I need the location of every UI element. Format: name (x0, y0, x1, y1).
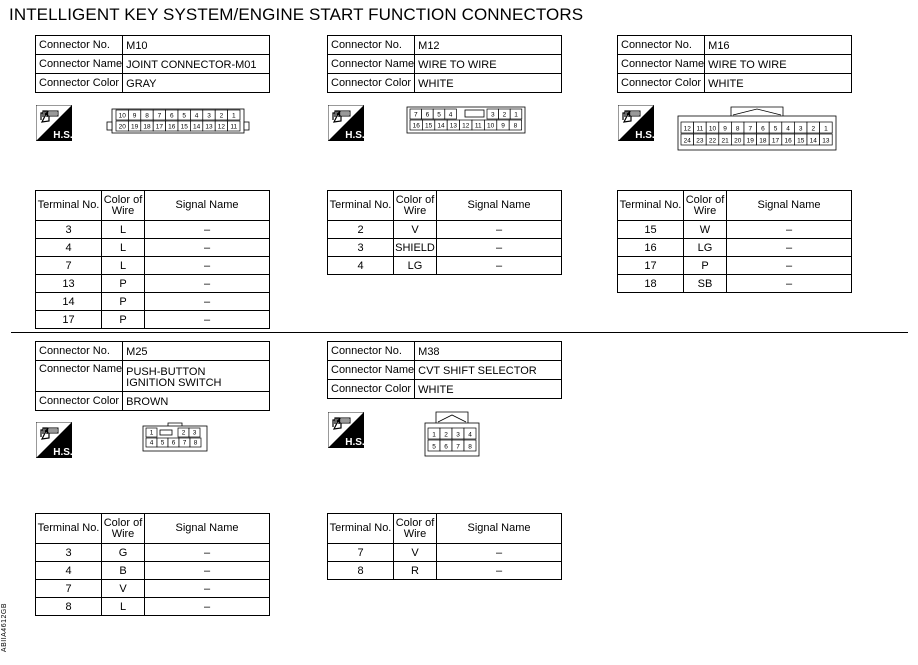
pin-number: 24 (683, 137, 691, 145)
pin-number: 19 (130, 123, 139, 131)
terminal-row (328, 239, 562, 257)
pin-number: 15 (424, 122, 433, 130)
signal-name-cell: – (145, 275, 270, 293)
pin-number: 4 (448, 111, 453, 119)
terminal-no-cell: 3 (36, 544, 102, 562)
signal-name-cell: – (437, 562, 562, 580)
pin-number: 13 (205, 123, 213, 131)
connector-name-value: CVT SHIFT SELECTOR (415, 361, 562, 380)
connector-name-value: WIRE TO WIRE (415, 55, 562, 74)
wire-color-cell: G (102, 544, 145, 562)
signal-name-cell: – (145, 562, 270, 580)
header-signal-name: Signal Name (145, 191, 270, 221)
wire-color-cell: SB (684, 275, 727, 293)
terminal-row (328, 544, 562, 562)
terminal-row (36, 239, 270, 257)
connector-name-value: PUSH-BUTTON IGNITION SWITCH (123, 361, 270, 392)
pin-number: 20 (734, 137, 742, 145)
header-terminal-no: Terminal No. (328, 191, 394, 221)
connector-color-value: GRAY (123, 74, 270, 93)
connector-name-value: JOINT CONNECTOR-M01 (123, 55, 270, 74)
pin-number: 1 (149, 429, 154, 437)
pin-number: 2 (219, 112, 224, 120)
pin-number: 8 (145, 112, 149, 120)
pin-number: 1 (432, 431, 436, 439)
hand-symbol-icon (36, 105, 72, 141)
terminal-no-cell: 15 (618, 221, 684, 239)
terminal-no-cell: 13 (36, 275, 102, 293)
pin-number: 12 (462, 122, 470, 130)
hand-symbol-icon (328, 105, 364, 141)
terminal-table-m10 (35, 190, 270, 329)
wire-color-cell: SHIELD (394, 239, 437, 257)
section-divider (11, 332, 908, 333)
hand-symbol-icon (328, 412, 364, 448)
label-connector-color: Connector Color (328, 380, 415, 399)
wire-color-cell: V (394, 544, 437, 562)
pin-number: 17 (155, 123, 164, 131)
pin-number: 5 (160, 439, 165, 447)
pin-number: 4 (194, 112, 199, 120)
header-signal-name: Signal Name (437, 191, 562, 221)
wire-color-cell: P (102, 293, 145, 311)
pin-number: 5 (182, 112, 187, 120)
terminal-no-cell: 7 (36, 580, 102, 598)
terminal-no-cell: 4 (36, 562, 102, 580)
terminal-row (618, 275, 852, 293)
pin-number: 23 (696, 137, 704, 145)
connector-name-value: WIRE TO WIRE (705, 55, 852, 74)
terminal-no-cell: 4 (328, 257, 394, 275)
pin-number: 9 (132, 112, 137, 120)
terminal-row (36, 562, 270, 580)
label-connector-name: Connector Name (618, 55, 705, 74)
pin-number: 2 (502, 111, 507, 119)
terminal-row (36, 293, 270, 311)
label-connector-color: Connector Color (328, 74, 415, 93)
pin-number: 11 (230, 123, 238, 131)
pin-number: 1 (824, 125, 828, 133)
signal-name-cell: – (437, 221, 562, 239)
signal-name-cell: – (145, 221, 270, 239)
connector-face-m25 (142, 422, 208, 452)
pin-number: 6 (761, 125, 765, 133)
terminal-row (36, 580, 270, 598)
connector-no-value: M10 (123, 36, 270, 55)
wire-color-cell: R (394, 562, 437, 580)
pin-number: 8 (468, 443, 472, 451)
pin-number: 11 (696, 125, 704, 133)
pin-number: 16 (168, 123, 176, 131)
header-signal-name: Signal Name (437, 514, 562, 544)
hand-symbol-icon (618, 105, 654, 141)
connector-no-value: M16 (705, 36, 852, 55)
connector-face-m38 (424, 409, 480, 457)
terminal-no-cell: 17 (36, 311, 102, 329)
pin-number: 13 (449, 122, 458, 130)
terminal-no-cell: 17 (618, 257, 684, 275)
terminal-table-m12 (327, 190, 562, 275)
terminal-table-m16 (617, 190, 852, 293)
header-color-of-wire: Color of Wire (102, 191, 145, 221)
pin-number: 1 (514, 111, 518, 119)
signal-name-cell: – (437, 257, 562, 275)
pin-number: 6 (171, 439, 176, 447)
header-color-of-wire: Color of Wire (684, 191, 727, 221)
wire-color-cell: V (102, 580, 145, 598)
header-signal-name: Signal Name (145, 514, 270, 544)
signal-name-cell: – (145, 580, 270, 598)
pin-number: 7 (748, 125, 753, 133)
terminal-row (36, 311, 270, 329)
terminal-row (328, 257, 562, 275)
hs-label: H.S. (53, 447, 72, 458)
terminal-no-cell: 3 (36, 221, 102, 239)
pin-number: 4 (149, 439, 154, 447)
terminal-no-cell: 2 (328, 221, 394, 239)
label-connector-no: Connector No. (328, 342, 415, 361)
label-connector-no: Connector No. (618, 36, 705, 55)
terminal-no-cell: 16 (618, 239, 684, 257)
pin-number: 11 (474, 122, 482, 130)
header-terminal-no: Terminal No. (36, 514, 102, 544)
terminal-row (618, 239, 852, 257)
pin-number: 21 (721, 137, 729, 145)
terminal-row (328, 562, 562, 580)
pin-number: 6 (425, 111, 430, 119)
hs-label: H.S. (635, 130, 654, 141)
header-terminal-no: Terminal No. (36, 191, 102, 221)
header-color-of-wire: Color of Wire (394, 514, 437, 544)
pin-number: 3 (207, 112, 211, 120)
signal-name-cell: – (437, 239, 562, 257)
connector-face-m12 (406, 106, 526, 134)
pin-number: 12 (683, 125, 691, 133)
label-connector-no: Connector No. (328, 36, 415, 55)
pin-number: 3 (490, 111, 495, 119)
pin-number: 5 (773, 125, 778, 133)
pin-number: 5 (437, 111, 441, 119)
label-connector-name: Connector Name (36, 55, 123, 74)
pin-number: 9 (501, 122, 505, 130)
signal-name-cell: – (145, 311, 270, 329)
wire-color-cell: B (102, 562, 145, 580)
pin-number: 14 (809, 137, 817, 145)
pin-number: 20 (118, 123, 126, 131)
connector-color-value: WHITE (415, 380, 562, 399)
label-connector-no: Connector No. (36, 342, 123, 361)
terminal-row (36, 544, 270, 562)
pin-number: 17 (771, 137, 780, 145)
pin-number: 6 (444, 443, 448, 451)
pin-number: 3 (192, 429, 197, 437)
terminal-row (36, 221, 270, 239)
terminal-no-cell: 4 (36, 239, 102, 257)
pin-number: 12 (217, 123, 226, 131)
signal-name-cell: – (727, 275, 852, 293)
label-connector-color: Connector Color (618, 74, 705, 93)
pin-number: 15 (797, 137, 805, 145)
signal-name-cell: – (437, 544, 562, 562)
pin-number: 8 (193, 439, 198, 447)
pin-number: 4 (468, 431, 472, 439)
connector-face-m10 (106, 107, 250, 135)
page-title: INTELLIGENT KEY SYSTEM/ENGINE START FUNCTION CONNECTORS (9, 5, 584, 24)
terminal-no-cell: 3 (328, 239, 394, 257)
pin-number: 7 (157, 112, 162, 120)
pin-number: 14 (192, 123, 201, 131)
terminal-no-cell: 18 (618, 275, 684, 293)
header-color-of-wire: Color of Wire (102, 514, 145, 544)
terminal-no-cell: 14 (36, 293, 102, 311)
pin-number: 2 (811, 125, 816, 133)
wire-color-cell: LG (684, 239, 727, 257)
wire-color-cell: LG (394, 257, 437, 275)
connector-info-m25 (35, 341, 270, 411)
label-connector-name: Connector Name (36, 361, 123, 392)
pin-number: 3 (456, 431, 460, 439)
terminal-no-cell: 7 (36, 257, 102, 275)
pin-number: 8 (513, 122, 518, 130)
connector-no-value: M25 (123, 342, 270, 361)
wire-color-cell: V (394, 221, 437, 239)
pin-number: 3 (798, 125, 803, 133)
pin-number: 7 (182, 439, 187, 447)
label-connector-color: Connector Color (36, 74, 123, 93)
pin-number: 10 (708, 125, 717, 133)
signal-name-cell: – (727, 257, 852, 275)
label-connector-no: Connector No. (36, 36, 123, 55)
pin-number: 14 (437, 122, 445, 130)
hs-label: H.S. (53, 130, 72, 141)
pin-number: 1 (231, 112, 236, 120)
signal-name-cell: – (727, 221, 852, 239)
signal-name-cell: – (727, 239, 852, 257)
pin-number: 5 (432, 443, 436, 451)
pin-number: 2 (181, 429, 186, 437)
signal-name-cell: – (145, 544, 270, 562)
wire-color-cell: P (102, 311, 145, 329)
terminal-row (328, 221, 562, 239)
label-connector-name: Connector Name (328, 361, 415, 380)
pin-number: 9 (723, 125, 727, 133)
connector-info-m16 (617, 35, 852, 93)
terminal-row (618, 221, 852, 239)
pin-number: 22 (708, 137, 717, 145)
pin-number: 6 (169, 112, 174, 120)
pin-number: 2 (444, 431, 448, 439)
wire-color-cell: P (102, 275, 145, 293)
wire-color-cell: W (684, 221, 727, 239)
pin-number: 16 (784, 137, 792, 145)
connector-color-value: BROWN (123, 392, 270, 411)
pin-number: 10 (118, 112, 126, 120)
signal-name-cell: – (145, 239, 270, 257)
header-color-of-wire: Color of Wire (394, 191, 437, 221)
connector-info-m38 (327, 341, 562, 399)
header-terminal-no: Terminal No. (328, 514, 394, 544)
signal-name-cell: – (145, 293, 270, 311)
terminal-row (36, 598, 270, 616)
label-connector-color: Connector Color (36, 392, 123, 411)
wire-color-cell: L (102, 598, 145, 616)
hs-label: H.S. (345, 130, 364, 141)
pin-number: 16 (412, 122, 420, 130)
pin-number: 7 (413, 111, 418, 119)
terminal-row (36, 257, 270, 275)
hand-symbol-icon (36, 422, 72, 458)
terminal-no-cell: 8 (36, 598, 102, 616)
pin-number: 10 (486, 122, 495, 130)
figure-code: ABIIA4612GB (1, 603, 8, 653)
pin-number: 18 (143, 123, 151, 131)
terminal-table-m25 (35, 513, 270, 616)
terminal-table-m38 (327, 513, 562, 580)
hs-label: H.S. (345, 437, 364, 448)
terminal-row (618, 257, 852, 275)
pin-number: 19 (746, 137, 754, 145)
header-signal-name: Signal Name (727, 191, 852, 221)
signal-name-cell: – (145, 257, 270, 275)
signal-name-cell: – (145, 598, 270, 616)
pin-number: 4 (786, 125, 790, 133)
pin-number: 7 (456, 443, 460, 451)
terminal-row (36, 275, 270, 293)
label-connector-name: Connector Name (328, 55, 415, 74)
terminal-no-cell: 7 (328, 544, 394, 562)
connector-no-value: M38 (415, 342, 562, 361)
wire-color-cell: L (102, 221, 145, 239)
wire-color-cell: L (102, 239, 145, 257)
connector-color-value: WHITE (415, 74, 562, 93)
connector-info-m10 (35, 35, 270, 93)
connector-color-value: WHITE (705, 74, 852, 93)
wire-color-cell: L (102, 257, 145, 275)
pin-number: 15 (180, 123, 188, 131)
pin-number: 8 (735, 125, 740, 133)
wire-color-cell: P (684, 257, 727, 275)
connector-face-m16 (677, 105, 837, 151)
pin-number: 18 (759, 137, 767, 145)
header-terminal-no: Terminal No. (618, 191, 684, 221)
terminal-no-cell: 8 (328, 562, 394, 580)
pin-number: 13 (822, 137, 830, 145)
connector-info-m12 (327, 35, 562, 93)
connector-no-value: M12 (415, 36, 562, 55)
